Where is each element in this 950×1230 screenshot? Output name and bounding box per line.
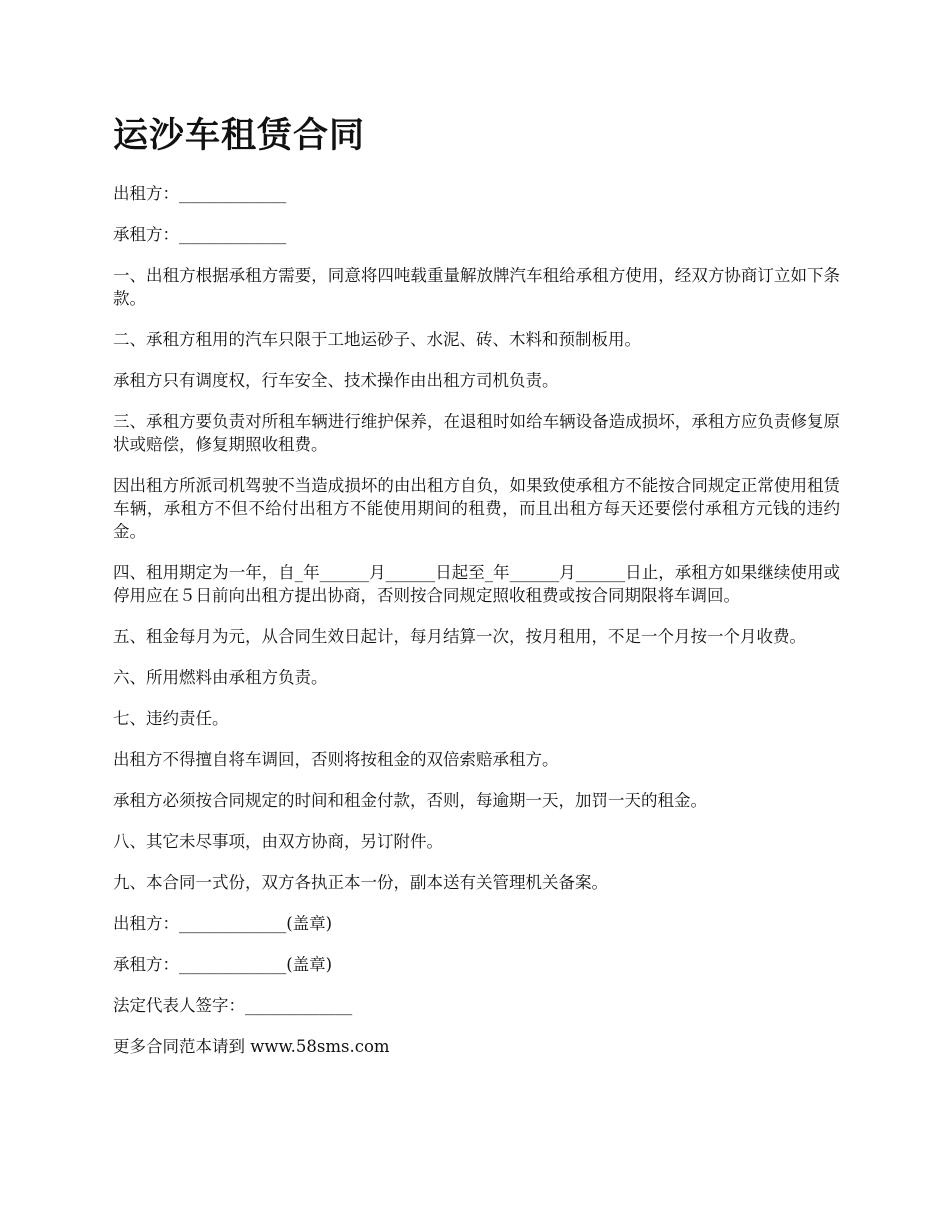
lessor-seal-line: 出租方：_____________(盖章) (113, 914, 333, 933)
clause-8: 八、其它未尽事项，由双方协商，另订附件。 (113, 832, 443, 851)
clause-9: 九、本合同一式份，双方各执正本一份，副本送有关管理机关备案。 (113, 873, 608, 892)
footer-link-text: 更多合同范本请到 www.58sms.com (113, 1037, 390, 1056)
lessor-line: 出租方：_____________ (113, 184, 287, 203)
lessee-seal-line: 承租方：_____________(盖章) (113, 955, 333, 974)
document-title: 运沙车租赁合同 (113, 116, 366, 156)
clause-3-note: 因出租方所派司机驾驶不当造成损坏的由出租方自负，如果致使承租方不能按合同规定正常使用租赁车辆，承租方不但不给付出租方不能使用期间的租费，而且出租方每天还要偿付承租方元钱的违约金。 (113, 476, 840, 541)
document-page (113, 112, 840, 1076)
clause-4: 四、租用期定为一年，自_年______月______日起至_年______月______日止，承租方如果继续使用或停用应在５日前向出租方提出协商，否则按合同规定照收租费或按合同期限将车调回。 (113, 563, 840, 605)
clause-7-lessee: 承租方必须按合同规定的时间和租金付款，否则，每逾期一天，加罚一天的租金。 (113, 791, 707, 810)
clause-3: 三、承租方要负责对所租车辆进行维护保养，在退租时如给车辆设备造成损坏，承租方应负责修复原状或赔偿，修复期照收租费。 (113, 412, 840, 454)
legal-rep-signature-line: 法定代表人签字：_____________ (113, 996, 353, 1015)
clause-2: 二、承租方租用的汽车只限于工地运砂子、水泥、砖、木料和预制板用。 (113, 330, 641, 349)
clause-1: 一、出租方根据承租方需要，同意将四吨载重量解放牌汽车租给承租方使用，经双方协商订立如下条款。 (113, 266, 840, 308)
lessee-line: 承租方：_____________ (113, 225, 287, 244)
clause-7-lessor: 出租方不得擅自将车调回，否则将按租金的双倍索赔承租方。 (113, 750, 559, 769)
clause-2-note: 承租方只有调度权，行车安全、技术操作由出租方司机负责。 (113, 371, 559, 390)
clause-5: 五、租金每月为元，从合同生效日起计，每月结算一次，按月租用，不足一个月按一个月收费。 (113, 627, 806, 646)
clause-7: 七、违约责任。 (113, 709, 229, 728)
clause-6: 六、所用燃料由承租方负责。 (113, 668, 328, 687)
